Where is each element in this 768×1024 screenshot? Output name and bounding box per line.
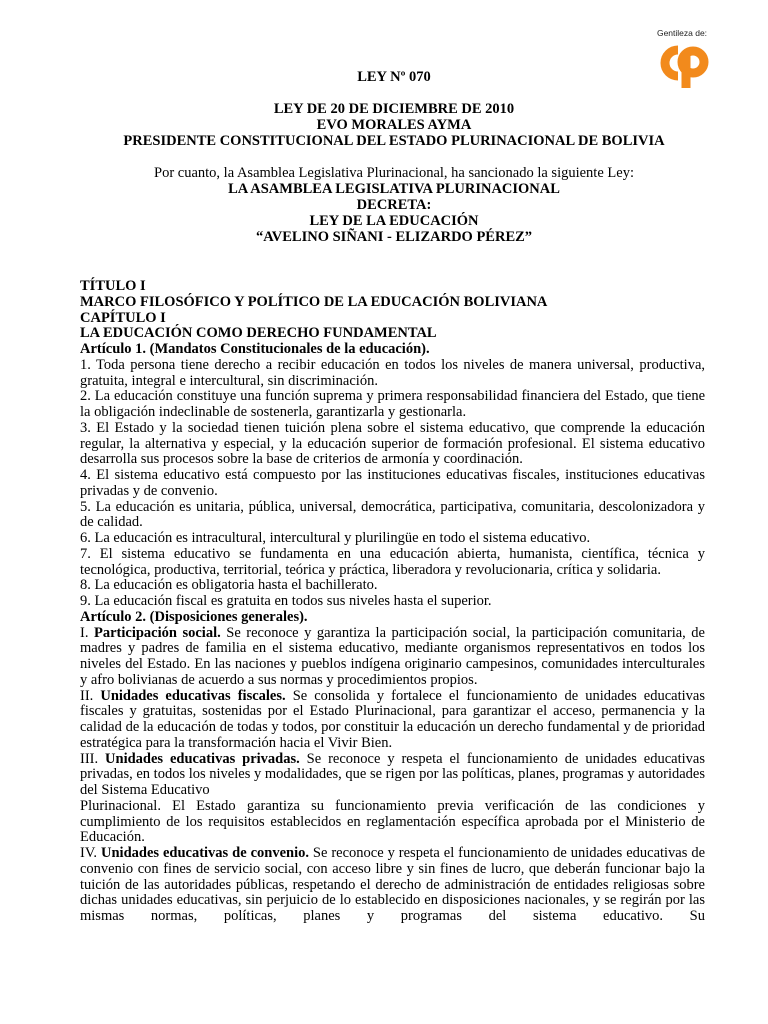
decrees-label: DECRETA:: [356, 197, 432, 213]
paragraph-text: Se reconoce y garantiza la participación social, la participación comunitaria, de madres y padres de familia en el sistema educativo, mediante organismos representativos en todos los niveles del Estado. En las naciones y pueblos indígena originario campesinos, comunidades interculturales y afro bolivianas de acuerdo a sus normas y procedimientos propios.: [80, 624, 705, 688]
article-2-paragraph-continuation: Plurinacional. El Estado garantiza su funcionamiento previa verificación de las condiciones y cumplimiento de los requisitos establecidos en reglamentación específica aprobada por el Ministerio de Educación.: [80, 797, 705, 846]
article-1-item: 6. La educación es intracultural, intercultural y plurilingüe en todo el sistema educativo.: [80, 530, 591, 546]
article-2-paragraph: [80, 689, 705, 752]
article-1-item: 9. La educación fiscal es gratuita en todos sus niveles hasta el superior.: [80, 593, 492, 609]
paragraph-text: Se reconoce y respeta el funcionamiento de unidades educativas privadas, en todos los niveles y modalidades, que se rigen por las políticas, planes, programas y autoridades del Sistema Educativo: [80, 750, 705, 798]
paragraph-number: III.: [80, 750, 106, 767]
paragraph-title: Unidades educativas privadas.: [105, 750, 300, 767]
paragraph-title: Participación social.: [93, 624, 221, 641]
paragraph-title: Unidades educativas fiscales.: [100, 687, 286, 704]
law-name: LEY DE LA EDUCACIÓN: [309, 213, 479, 229]
article-1-item: 2. La educación constituye una función suprema y primera responsabilidad financiera del Estado, que tiene la obligación indeclinable de sostenerla, garantizarla y gestionarla.: [80, 388, 705, 420]
article-1-item: 8. La educación es obligatoria hasta el bachillerato.: [80, 577, 378, 594]
titulo-heading: TÍTULO I: [80, 278, 146, 294]
article-1-item: 5. La educación es unitaria, pública, universal, democrática, participativa, comunitaria, descolonizadora y de calidad.: [80, 498, 705, 531]
capitulo-name: LA EDUCACIÓN COMO DERECHO FUNDAMENTAL: [80, 325, 437, 342]
article-2-paragraph: [80, 626, 705, 689]
president-title: PRESIDENTE CONSTITUCIONAL DEL ESTADO PLURINACIONAL DE BOLIVIA: [123, 133, 665, 149]
paragraph-text: Se reconoce y respeta el funcionamiento de unidades educativas de convenio con fines de servicio social, con acceso libre y sin fines de lucro, que deberán funcionar bajo la tuición de las autoridades públicas, respetando el derecho de administración de entidades religiosas sobre dichas unidades educativas, sin perjuicio de lo establecido en disposiciones nacionales, y se regirán por las mismas normas, políticas, planes y programas del sistema educativo. Su: [80, 845, 706, 924]
article-1-item: 4. El sistema educativo está compuesto por las instituciones educativas fiscales, instituciones educativas privadas y de convenio.: [80, 467, 705, 499]
article-1-item: 7. El sistema educativo se fundamenta en una educación abierta, humanista, científica, técnica y tecnológica, productiva, territorial, teórica y práctica, liberadora y revolucionaria, crítica y solidaria.: [80, 545, 705, 578]
paragraph-title: Unidades educativas de convenio.: [101, 845, 309, 861]
assembly-name: LA ASAMBLEA LEGISLATIVA PLURINACIONAL: [228, 181, 560, 197]
article-2-paragraph: [80, 846, 705, 925]
paragraph-number: II.: [80, 687, 101, 704]
article-1-item: 3. El Estado y la sociedad tienen tuición plena sobre el sistema educativo, que comprende la educación regular, la alternativa y especial, y la educación superior de formación profesional. El sistema educativo desarrolla sus procesos sobre la base de criterios de armonía y coordinación.: [80, 419, 705, 468]
capitulo-heading: CAPÍTULO I: [80, 309, 166, 326]
article-1-item: 1. Toda persona tiene derecho a recibir educación en todos los niveles de manera universal, productiva, gratuita, integral e intercultural, sin discriminación.: [80, 356, 705, 389]
law-date: LEY DE 20 DE DICIEMBRE DE 2010: [273, 101, 515, 117]
article-1-heading: Artículo 1. (Mandatos Constitucionales de la educación).: [80, 341, 430, 357]
article-2-heading: Artículo 2. (Disposiciones generales).: [80, 608, 308, 625]
law-number: LEY Nº 070: [357, 69, 431, 85]
law-alias: “AVELINO SIÑANI - ELIZARDO PÉREZ”: [255, 229, 533, 245]
paragraph-number: I.: [80, 624, 94, 641]
paragraph-text: Se consolida y fortalece el funcionamiento de unidades educativas fiscales y gratuitas, sostenidas por el Estado Plurinacional, para garantizar el acceso, permanencia y la calidad de la educación de todas y todos, por constituir la educación un derecho fundamental y de prioridad estratégica para la transformación hacia el Vivir Bien.: [80, 687, 705, 751]
document-body: [80, 279, 705, 925]
logo-caption: Gentileza de:: [656, 28, 708, 38]
article-2-paragraph: [80, 752, 705, 799]
preamble-intro: Por cuanto, la Asamblea Legislativa Plurinacional, ha sancionado la siguiente Ley:: [154, 165, 634, 181]
president-name: EVO MORALES AYMA: [316, 117, 472, 133]
titulo-name: MARCO FILOSÓFICO Y POLÍTICO DE LA EDUCACIÓN BOLIVIANA: [80, 293, 548, 310]
paragraph-number: IV.: [80, 845, 101, 861]
